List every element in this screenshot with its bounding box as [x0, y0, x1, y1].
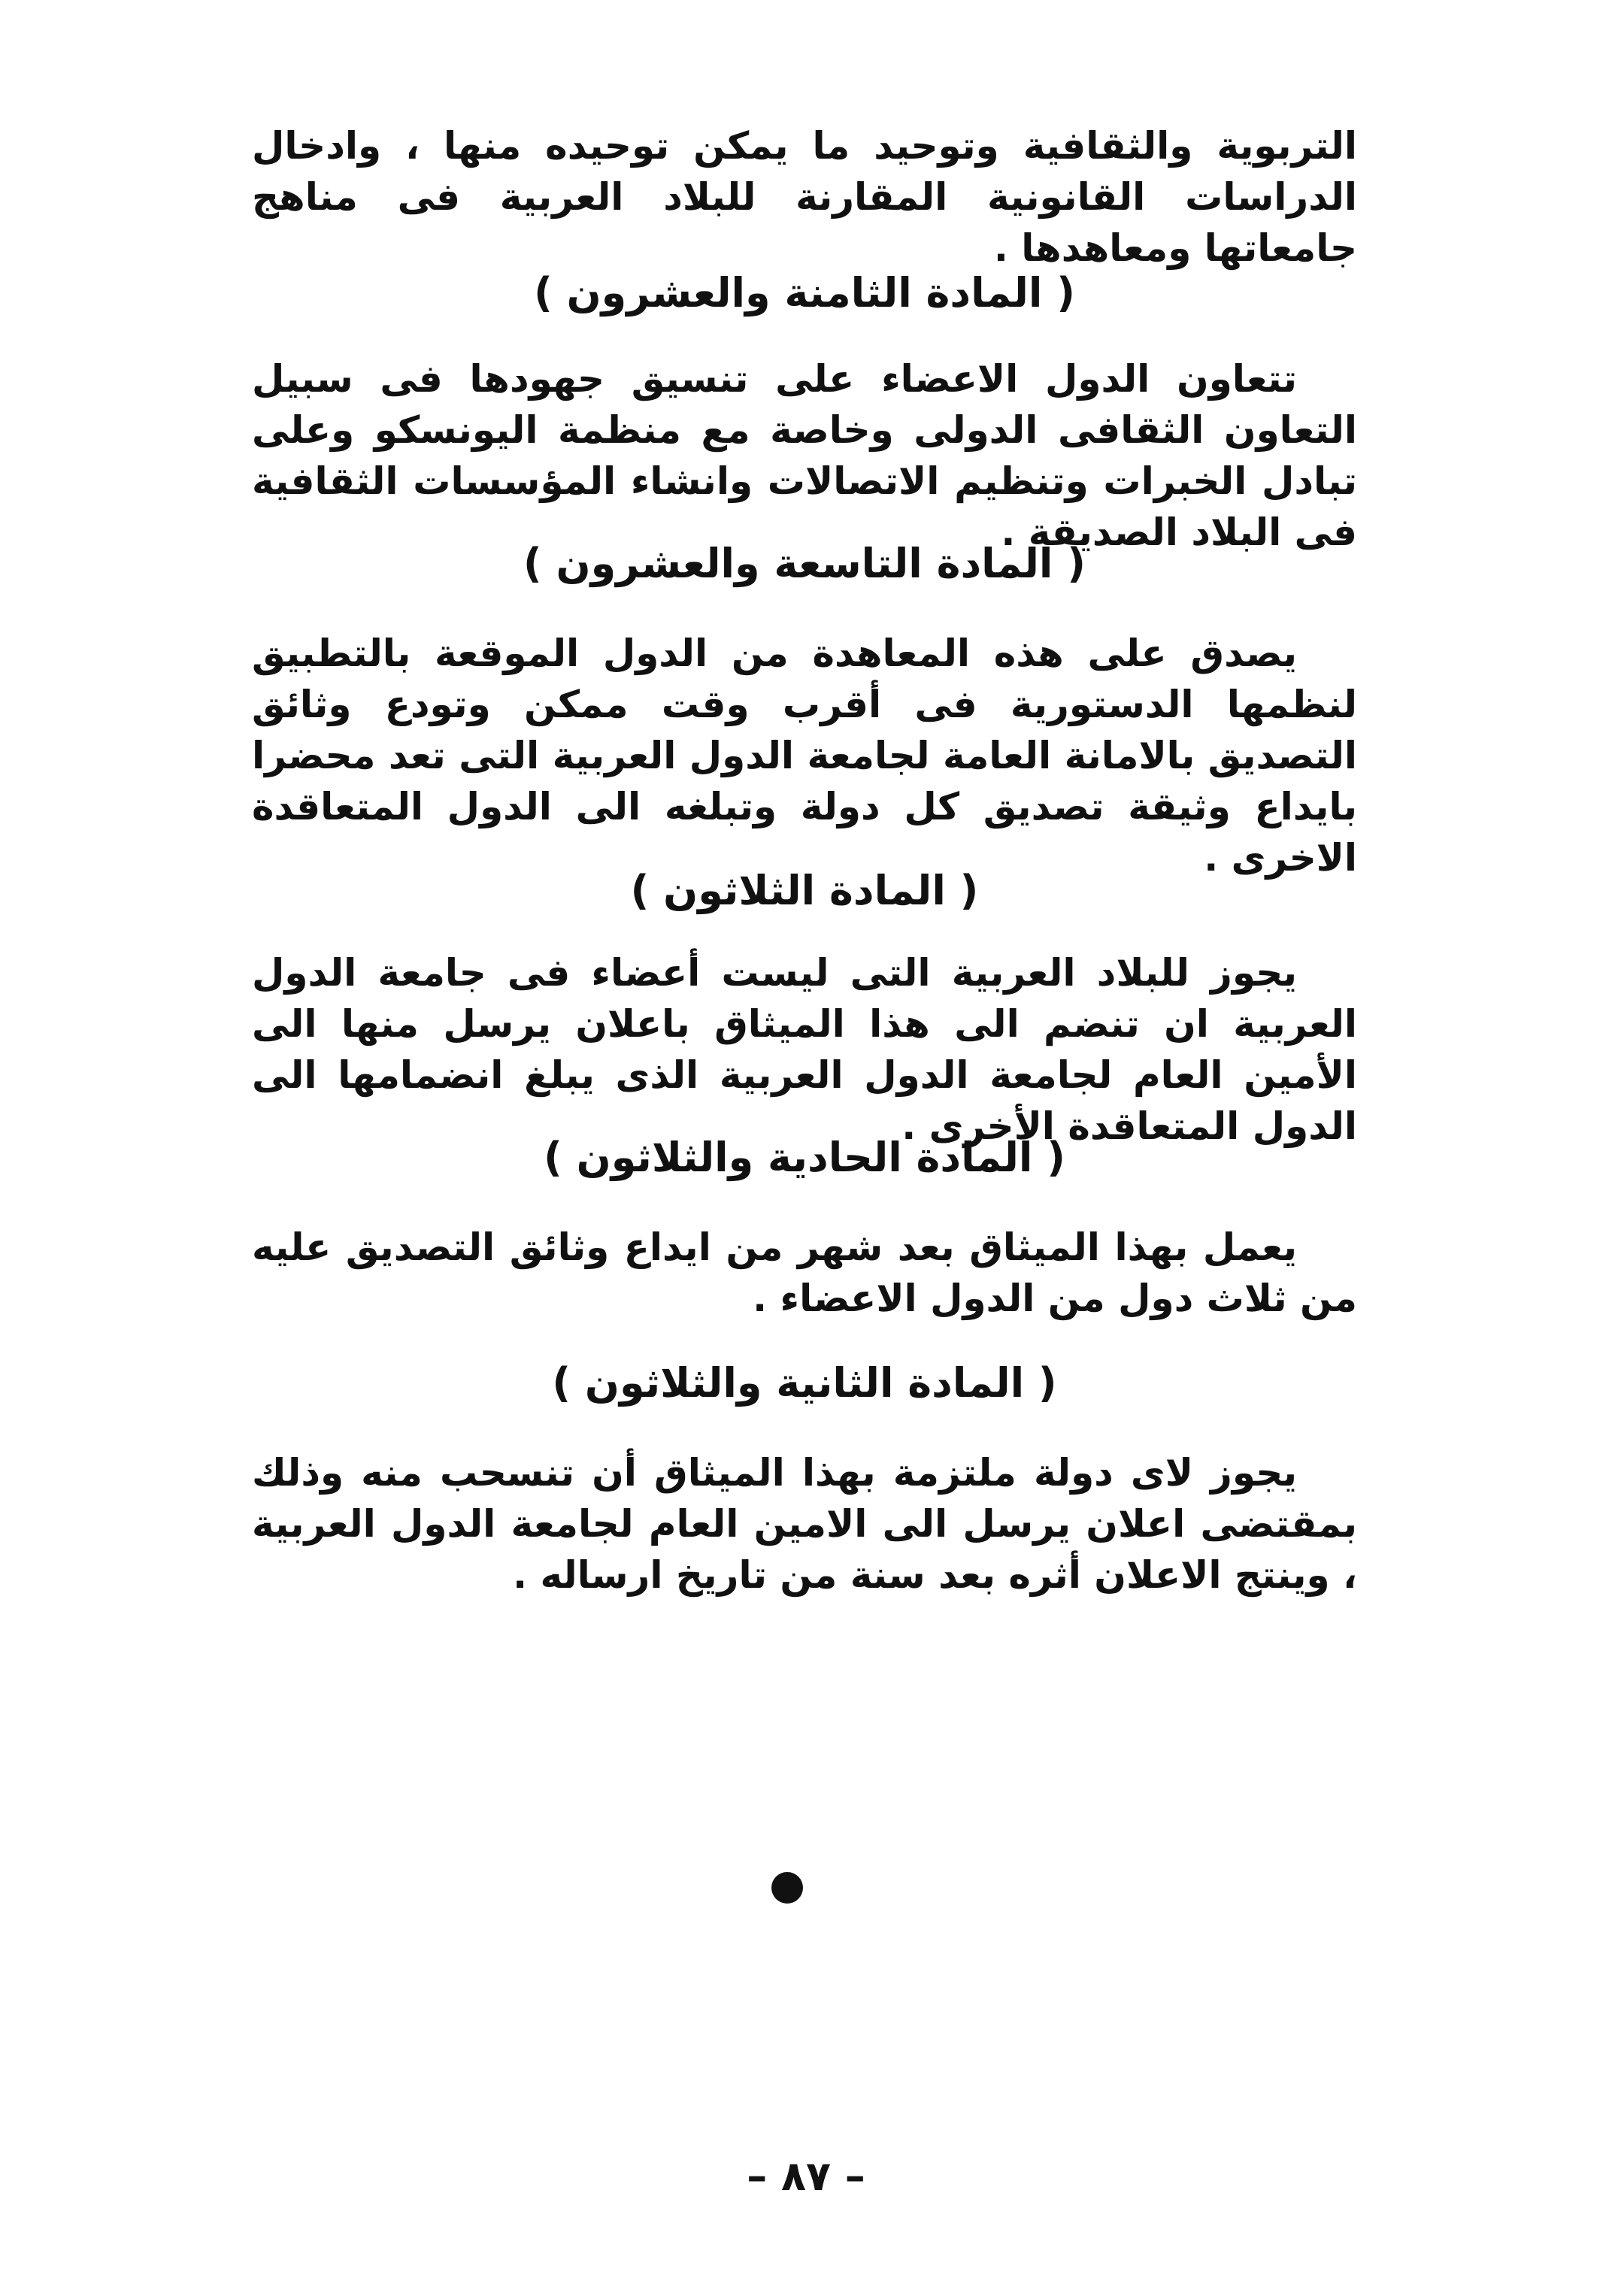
- article-29-body: يصدق على هذه المعاهدة من الدول الموقعة بالتطبيق لنظمها الدستورية فى أقرب وقت ممكن وتودع وثائق التصديق بالامانة العامة لجامعة الدول العربية التى تعد محضرا بايداع وثيقة تصديق كل دولة وتبلغه الى الدول المتعاقدة الاخرى .: [252, 632, 1357, 880]
- article-28-body: تتعاون الدول الاعضاء على تنسيق جهودها فى سبيل التعاون الثقافى الدولى وخاصة مع منظمة اليونسكو وعلى تبادل الخبرات وتنظيم الاتصالات وانشاء المؤسسات الثقافية فى البلاد الصديقة .: [252, 357, 1357, 554]
- ornament-dot-icon: [771, 1872, 803, 1904]
- article-32-body: يجوز لاى دولة ملتزمة بهذا الميثاق أن تنسحب منه وذلك بمقتضى اعلان يرسل الى الامين العام لجامعة الدول العربية ، وينتج الاعلان أثره بعد سنة من تاريخ ارساله .: [252, 1451, 1357, 1597]
- article-31-heading: ( المادة الحادية والثلاثون ): [544, 1134, 1065, 1181]
- article-32-heading: ( المادة الثانية والثلاثون ): [552, 1359, 1057, 1407]
- article-29-heading: ( المادة التاسعة والعشرون ): [523, 540, 1086, 587]
- intro-paragraph: التربوية والثقافية وتوحيد ما يمكن توحيده منها ، وادخال الدراسات القانونية المقارنة للبلاد العربية فى مناهج جامعاتها ومعاهدها .: [252, 124, 1357, 270]
- article-30-body: يجوز للبلاد العربية التى ليست أعضاء فى جامعة الدول العربية ان تنضم الى هذا الميثاق باعلان يرسل منها الى الأمين العام لجامعة الدول العربية الذى يبلغ انضمامها الى الدول المتعاقدة الأخرى .: [252, 951, 1357, 1148]
- article-28-heading: ( المادة الثامنة والعشرون ): [534, 269, 1075, 317]
- article-30-heading: ( المادة الثلاثون ): [630, 867, 979, 914]
- page-number: – ٨٧ –: [747, 2152, 865, 2200]
- article-31-body: يعمل بهذا الميثاق بعد شهر من ايداع وثائق التصديق عليه من ثلاث دول من الدول الاعضاء .: [252, 1225, 1357, 1320]
